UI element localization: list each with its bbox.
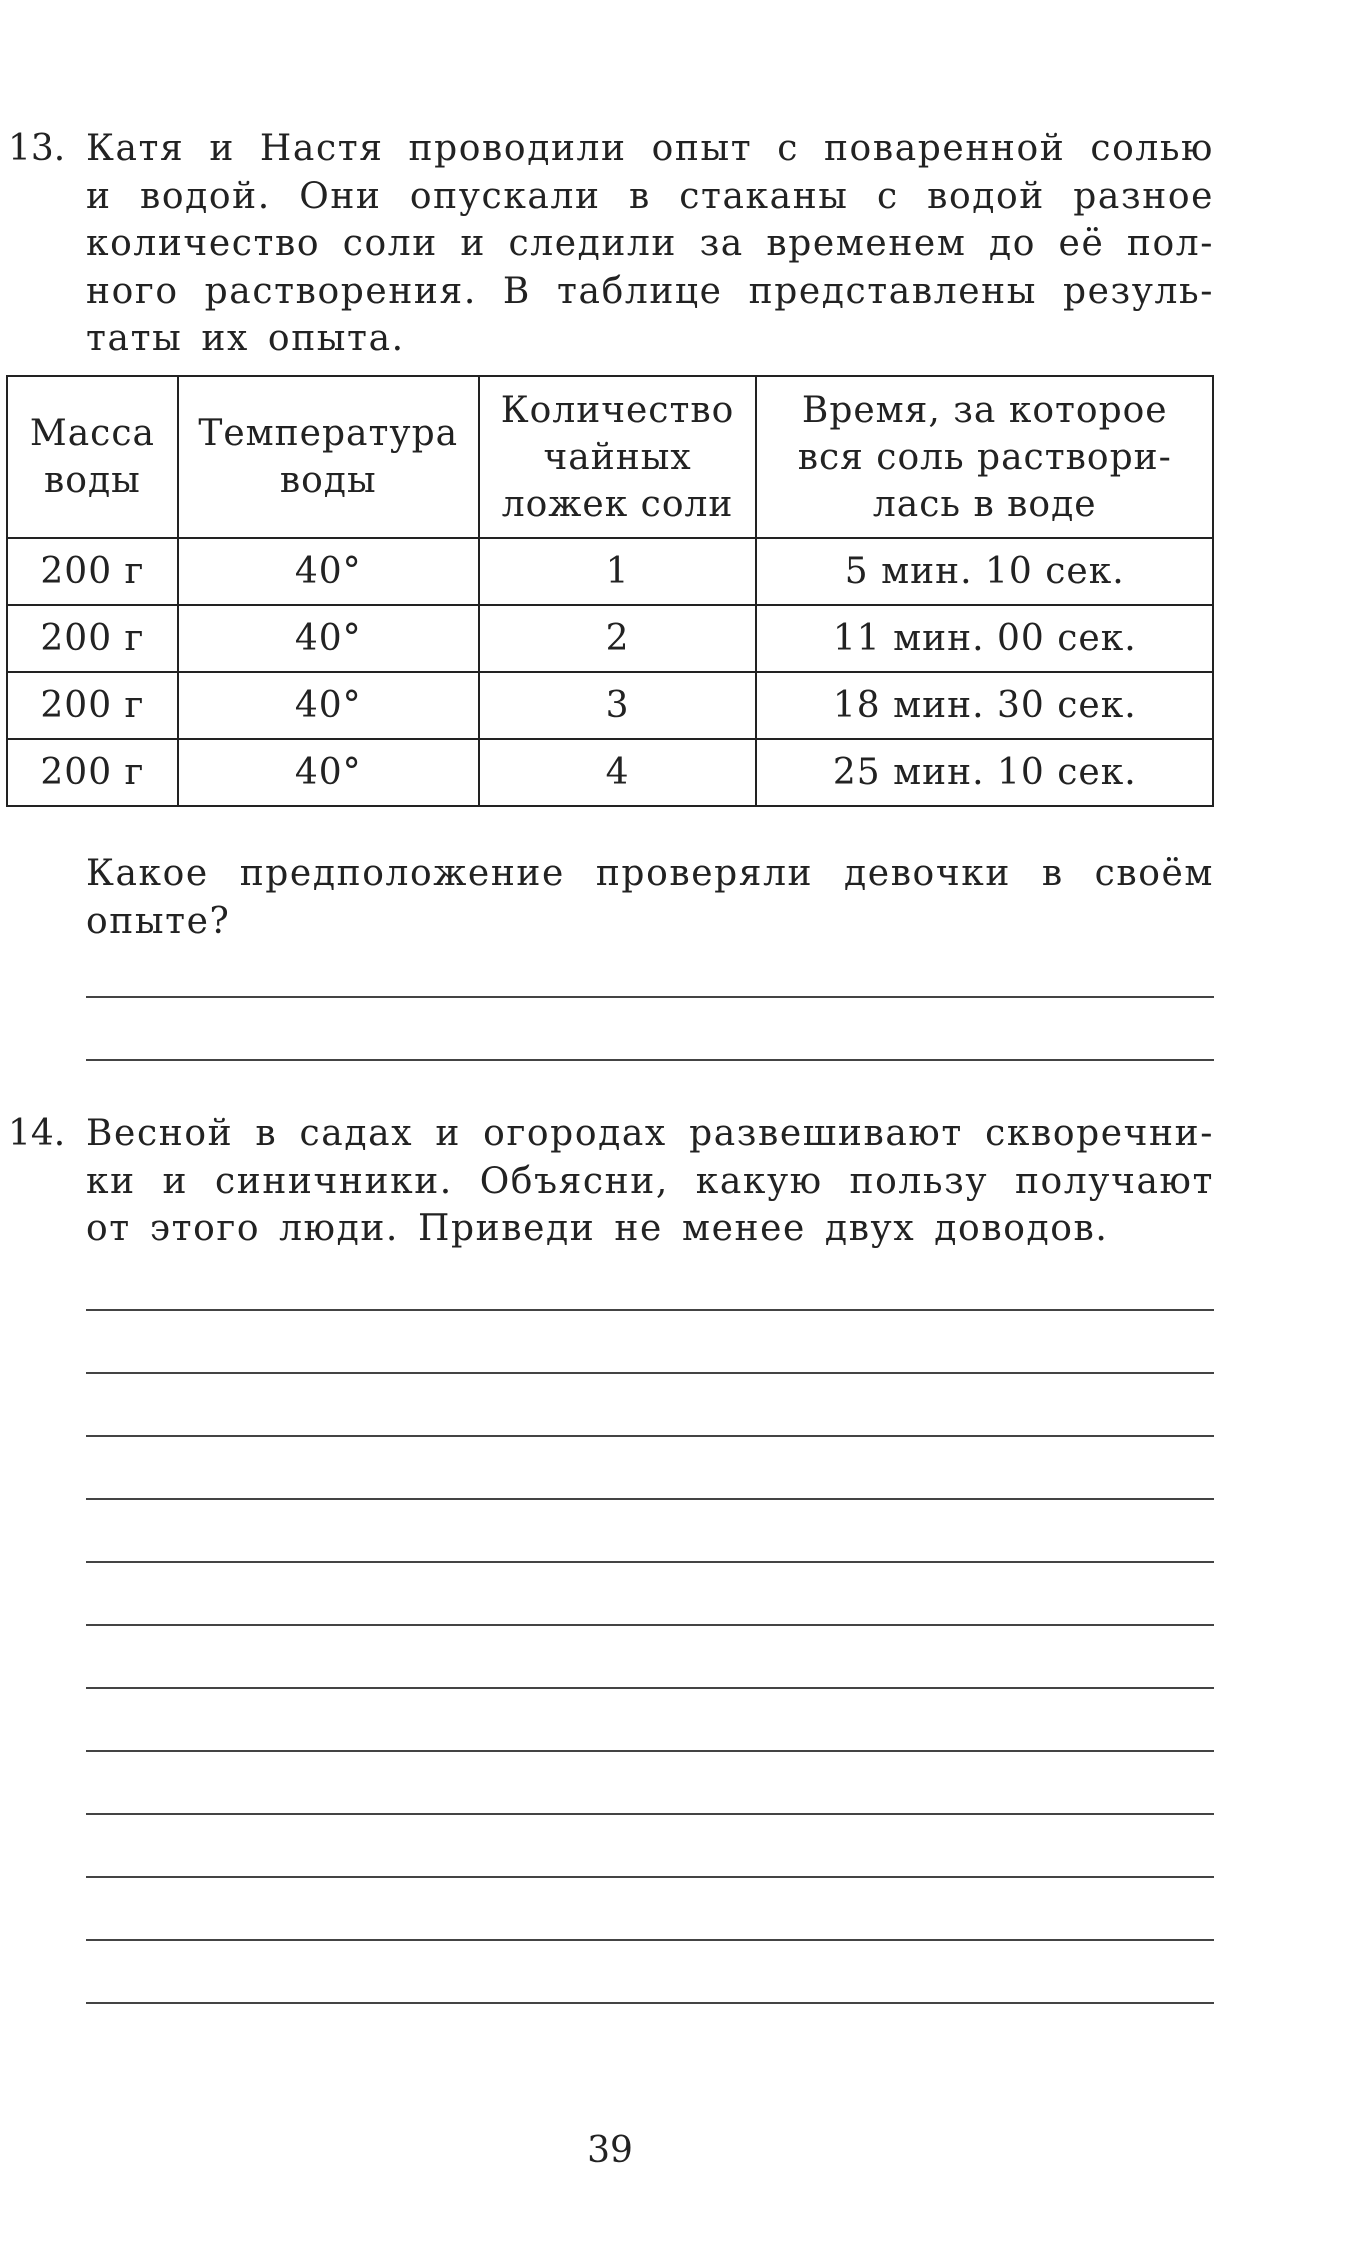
cell-time: 18 мин. 30 сек. <box>756 672 1213 739</box>
table-row <box>7 739 1213 806</box>
cell-mass: 200 г <box>7 538 178 605</box>
task-13-line: и водой. Они опускали в стаканы с водой разное <box>86 175 1214 217</box>
answer-line[interactable] <box>86 1309 1214 1311</box>
table-row <box>7 538 1213 605</box>
experiment-table <box>6 375 1214 807</box>
answer-line[interactable] <box>86 1498 1214 1500</box>
cell-temperature: 40° <box>178 605 479 672</box>
header-text: Масса <box>29 413 155 454</box>
header-water-mass <box>7 376 178 538</box>
header-text: лась в воде <box>872 483 1097 525</box>
cell-temperature: 40° <box>178 538 479 605</box>
cell-time: 11 мин. 00 сек. <box>756 605 1213 672</box>
answer-line[interactable] <box>86 1372 1214 1374</box>
page-number: 39 <box>587 2130 633 2171</box>
header-text: Температура <box>198 413 459 454</box>
task-13-line: количество соли и следили за временем до её пол- <box>86 223 1214 264</box>
question-line: опыте? <box>86 900 231 942</box>
header-dissolve-time <box>756 376 1213 538</box>
task-14-number: 14. <box>8 1113 66 1154</box>
table-header-row <box>7 376 1213 538</box>
header-spoons-count <box>479 376 757 538</box>
header-text: воды <box>279 460 377 501</box>
task-14-line: ки и синичники. Объясни, какую пользу получают <box>86 1160 1214 1202</box>
task-14-line: от этого люди. Приведи не менее двух доводов. <box>86 1208 1109 1249</box>
header-text: Время, за которое <box>801 389 1168 431</box>
header-text: чайных <box>543 436 692 478</box>
answer-line[interactable] <box>86 1435 1214 1437</box>
header-text: ложек соли <box>501 483 734 525</box>
cell-spoons: 1 <box>479 538 757 605</box>
answer-line[interactable] <box>86 1687 1214 1689</box>
header-text: Количество <box>500 389 735 431</box>
answer-line[interactable] <box>86 1750 1214 1752</box>
question-line: Какое предположение проверяли девочки в своём <box>86 853 1214 894</box>
cell-mass: 200 г <box>7 739 178 806</box>
cell-temperature: 40° <box>178 672 479 739</box>
answer-line[interactable] <box>86 1813 1214 1815</box>
header-text: воды <box>44 460 141 501</box>
header-text: вся соль раствори- <box>797 436 1172 478</box>
task-14-line: Весной в садах и огородах развешивают скворечни- <box>86 1113 1214 1154</box>
table-row <box>7 605 1213 672</box>
task-13-text <box>86 125 1214 363</box>
answer-line[interactable] <box>86 1876 1214 1878</box>
task-13-line: Катя и Настя проводили опыт с поваренной солью <box>86 128 1214 169</box>
answer-line[interactable] <box>86 996 1214 998</box>
task-13-line: таты их опыта. <box>86 318 405 359</box>
task-14-text <box>86 1110 1214 1253</box>
cell-time: 25 мин. 10 сек. <box>756 739 1213 806</box>
answer-line[interactable] <box>86 1939 1214 1941</box>
cell-mass: 200 г <box>7 672 178 739</box>
header-water-temperature <box>178 376 479 538</box>
task-13-question <box>86 850 1214 945</box>
answer-line[interactable] <box>86 2002 1214 2004</box>
table-row <box>7 672 1213 739</box>
cell-mass: 200 г <box>7 605 178 672</box>
cell-spoons: 3 <box>479 672 757 739</box>
cell-time: 5 мин. 10 сек. <box>756 538 1213 605</box>
cell-temperature: 40° <box>178 739 479 806</box>
task-13-number: 13. <box>8 128 66 169</box>
answer-line[interactable] <box>86 1561 1214 1563</box>
answer-line[interactable] <box>86 1059 1214 1061</box>
task-13-line: ного растворения. В таблице представлены резуль- <box>86 270 1214 312</box>
cell-spoons: 2 <box>479 605 757 672</box>
cell-spoons: 4 <box>479 739 757 806</box>
answer-line[interactable] <box>86 1624 1214 1626</box>
